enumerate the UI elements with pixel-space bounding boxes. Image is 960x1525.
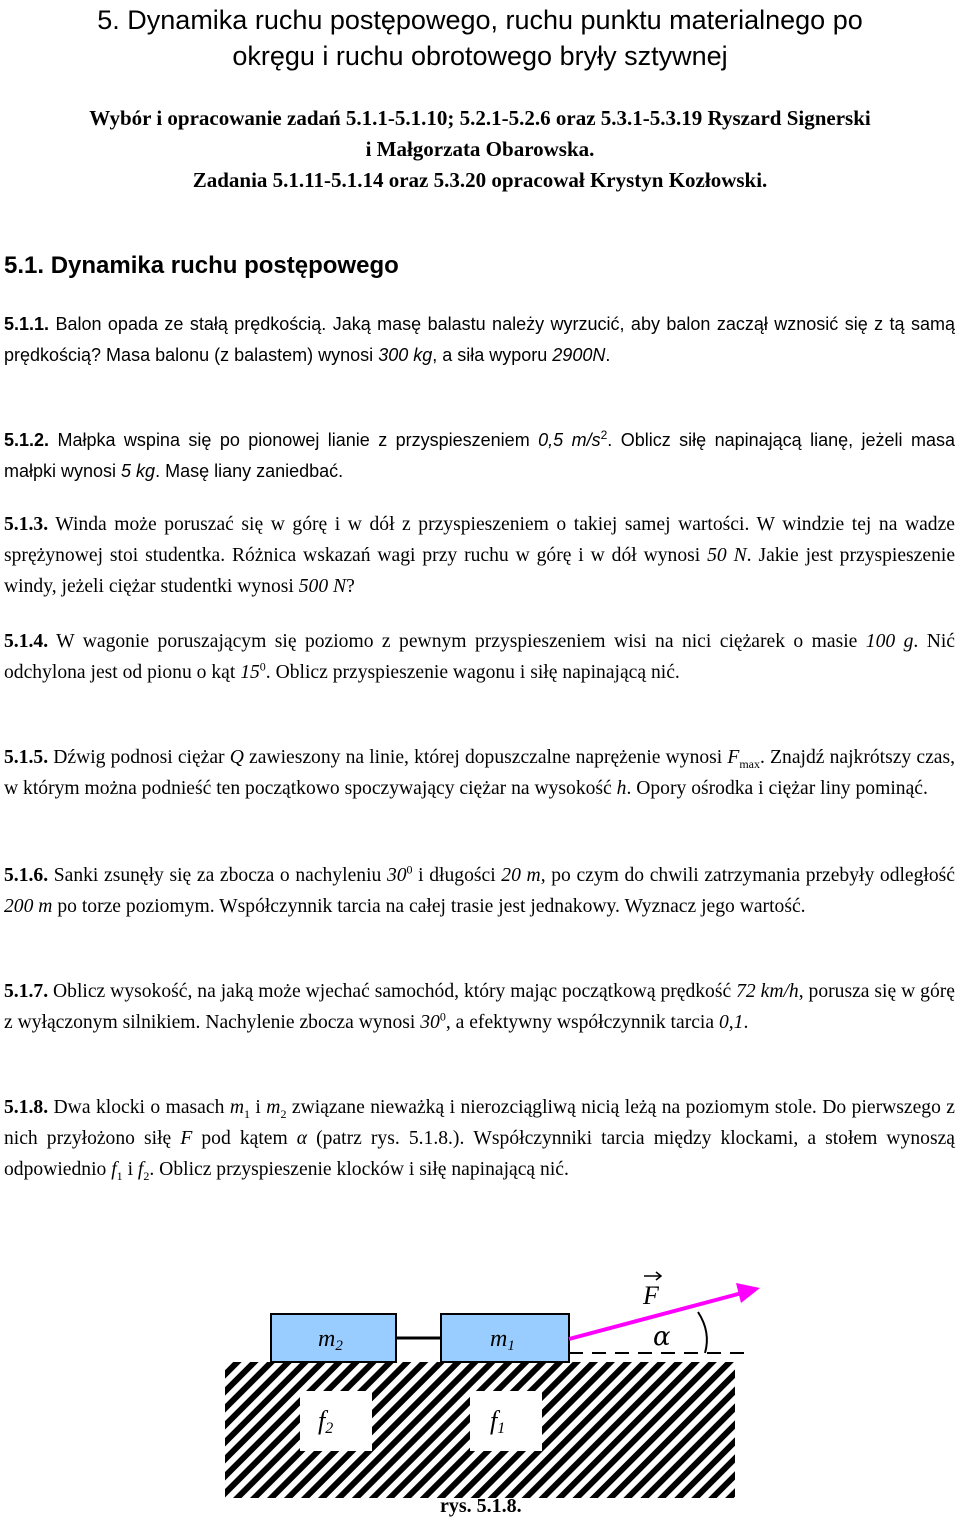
block-m1-label: m1 xyxy=(490,1326,515,1354)
problem-subscript: max xyxy=(739,756,761,771)
problem-text: ? xyxy=(346,576,355,597)
angle-label: α xyxy=(653,1322,671,1352)
problem-subscript: 1 xyxy=(116,1168,123,1183)
problem-value: 50 N xyxy=(707,545,747,566)
problem-text: Małpka wspina się po pionowej lianie z przyspieszeniem xyxy=(49,430,539,450)
problem-value: 15 xyxy=(240,662,260,683)
problem-text: . xyxy=(605,345,611,365)
authors-line: i Małgorzata Obarowska. xyxy=(365,137,595,161)
angle-arc xyxy=(698,1312,707,1353)
problem-text: . Jakie jest przyspieszenie windy, jeżeli ciężar studentki wynosi xyxy=(4,545,956,597)
problem-value: 30 xyxy=(386,865,407,886)
problem-text: (patrz rys. 5.1.8.). Współczynniki tarcia między klockami, a stołem wynoszą odpowiednio xyxy=(4,1128,955,1180)
problem-value: 5 kg xyxy=(121,461,156,481)
problem-value: F xyxy=(180,1128,193,1149)
problem-value: α xyxy=(296,1128,308,1149)
problem-superscript: 0 xyxy=(259,659,266,674)
problem-number: 5.1.3. xyxy=(4,514,49,535)
title-line: okręgu i ruchu obrotowego bryły sztywnej xyxy=(232,41,728,71)
problem-number: 5.1.1. xyxy=(4,314,50,334)
problem-5-1-2 xyxy=(4,425,955,487)
authors-line: Wybór i opracowanie zadań 5.1.1-5.1.10; 5.2.1-5.2.6 oraz 5.3.1-5.3.19 Ryszard Signerski xyxy=(89,106,871,130)
problem-number: 5.1.4. xyxy=(4,631,49,652)
problem-value: 2900N xyxy=(552,345,606,365)
friction-f2-label: f2 xyxy=(318,1406,334,1437)
problem-number: 5.1.5. xyxy=(4,747,49,768)
problem-text: zawieszony na linie, której dopuszczalne naprężenie wynosi xyxy=(243,747,728,768)
problem-text: . xyxy=(743,1012,749,1033)
problem-text: . Znajdź najkrótszy czas, w którym można podnieść ten początkowo spoczywający ciężar na wysokość xyxy=(4,747,955,799)
problem-text: Oblicz wysokość, na jaką może wjechać samochód, który mając początkową prędkość xyxy=(48,981,737,1002)
section-heading: 5.1. Dynamika ruchu postępowego xyxy=(4,252,399,279)
problem-number: 5.1.6. xyxy=(4,865,49,886)
problem-5-1-3 xyxy=(4,509,955,602)
problem-text: i xyxy=(122,1159,138,1180)
problem-value: Q xyxy=(229,747,244,768)
problem-value: 72 km/h xyxy=(736,981,799,1002)
problem-value: 20 m xyxy=(501,865,541,886)
problem-5-1-4 xyxy=(4,626,955,688)
problem-superscript: 2 xyxy=(600,428,608,442)
problem-5-1-8 xyxy=(4,1092,955,1185)
problem-text: . Nić odchylona jest od pionu o kąt xyxy=(4,631,955,683)
friction-f1-label: f1 xyxy=(490,1406,506,1437)
problem-value: 0,5 m/s xyxy=(538,430,601,450)
problem-5-1-1 xyxy=(4,309,955,371)
block-m2-label: m2 xyxy=(318,1326,343,1354)
problem-text: Balon opada ze stałą prędkością. Jaką masę balastu należy wyrzucić, aby balon zaczął wznosić się z tą samą prędkością? Masa balonu (z balastem) wynosi xyxy=(4,314,955,365)
problem-subscript: 2 xyxy=(143,1168,150,1183)
force-label: F xyxy=(643,1281,659,1310)
problem-text: i długości xyxy=(412,865,502,886)
problem-text: po torze poziomym. Współczynnik tarcia na całej trasie jest jednakowy. Wyznacz jego wartość. xyxy=(52,896,806,917)
document-title xyxy=(0,2,960,74)
problem-text: pod kątem xyxy=(192,1128,297,1149)
problem-value: F xyxy=(727,747,740,768)
problem-text: , a efektywny współczynnik tarcia xyxy=(445,1012,719,1033)
problem-text: . Masę liany zaniedbać. xyxy=(155,461,344,481)
problem-value: m xyxy=(266,1097,281,1118)
problem-text: , porusza się w górę z wyłączonym silnikiem. Nachylenie zbocza wynosi xyxy=(4,981,955,1033)
problem-5-1-7 xyxy=(4,976,955,1038)
friction-box-left xyxy=(300,1391,372,1451)
problem-number: 5.1.7. xyxy=(4,981,49,1002)
force-arrow-head xyxy=(736,1283,760,1303)
problem-subscript: 1 xyxy=(243,1106,250,1121)
problem-number: 5.1.8. xyxy=(4,1097,49,1118)
problem-text: , po czym do chwili zatrzymania przebyły odległość xyxy=(540,865,955,886)
problem-superscript: 0 xyxy=(406,862,413,877)
authors-line: Zadania 5.1.11-5.1.14 oraz 5.3.20 opracował Krystyn Kozłowski. xyxy=(192,168,768,192)
problem-text: , a siła wyporu xyxy=(432,345,553,365)
problem-number: 5.1.2. xyxy=(4,430,50,450)
problem-text: . Oblicz przyspieszenie wagonu i siłę napinającą nić. xyxy=(265,662,680,683)
problem-value: 300 kg xyxy=(378,345,433,365)
problem-text: Dwa klocki o masach xyxy=(48,1097,230,1118)
problem-subscript: 2 xyxy=(280,1106,287,1121)
problem-value: f xyxy=(137,1159,144,1180)
problem-superscript: 0 xyxy=(439,1009,446,1024)
friction-box-right xyxy=(470,1391,542,1451)
problem-text: W wagonie poruszającym się poziomo z pewnym przyspieszeniem wisi na nici ciężarek o masie xyxy=(48,631,866,652)
problem-value: m xyxy=(229,1097,244,1118)
problem-text: Dźwig podnosi ciężar xyxy=(48,747,230,768)
title-line: 5. Dynamika ruchu postępowego, ruchu punktu materialnego po xyxy=(97,5,863,35)
problem-value: 100 g xyxy=(865,631,914,652)
problem-text: Winda może poruszać się w górę i w dół z przyspieszeniem o takiej samej wartości. W windzie tej na wadze sprężynowej stoi studentka. Różnica wskazań wagi przy ruchu w górę i w dół wynosi xyxy=(4,514,955,566)
problem-value: 500 N xyxy=(298,576,347,597)
problem-text: i xyxy=(249,1097,267,1118)
authors-note xyxy=(0,103,960,196)
figure-5-1-8 xyxy=(0,1265,960,1525)
problem-value: f xyxy=(111,1159,117,1180)
problem-text: związane nieważką i nierozciągliwą nicią leżą na poziomym stole. Do pierwszego z nich przyłożono siłę xyxy=(4,1097,956,1149)
problem-value: 0,1 xyxy=(718,1012,744,1033)
problem-5-1-5 xyxy=(4,742,955,804)
problem-value: 30 xyxy=(420,1012,440,1033)
figure-caption: rys. 5.1.8. xyxy=(440,1495,522,1517)
problem-text: . Opory ośrodka i ciężar liny pominąć. xyxy=(626,778,928,799)
problem-text: . Oblicz przyspieszenie klocków i siłę napinającą nić. xyxy=(149,1159,569,1180)
problem-text: . Oblicz siłę napinającą lianę, jeżeli masa małpki wynosi xyxy=(4,430,955,481)
problem-text: Sanki zsunęły się za zbocza o nachyleniu xyxy=(48,865,387,886)
problem-5-1-6 xyxy=(4,860,955,922)
problem-value: 200 m xyxy=(4,896,53,917)
problem-value: h xyxy=(616,778,627,799)
